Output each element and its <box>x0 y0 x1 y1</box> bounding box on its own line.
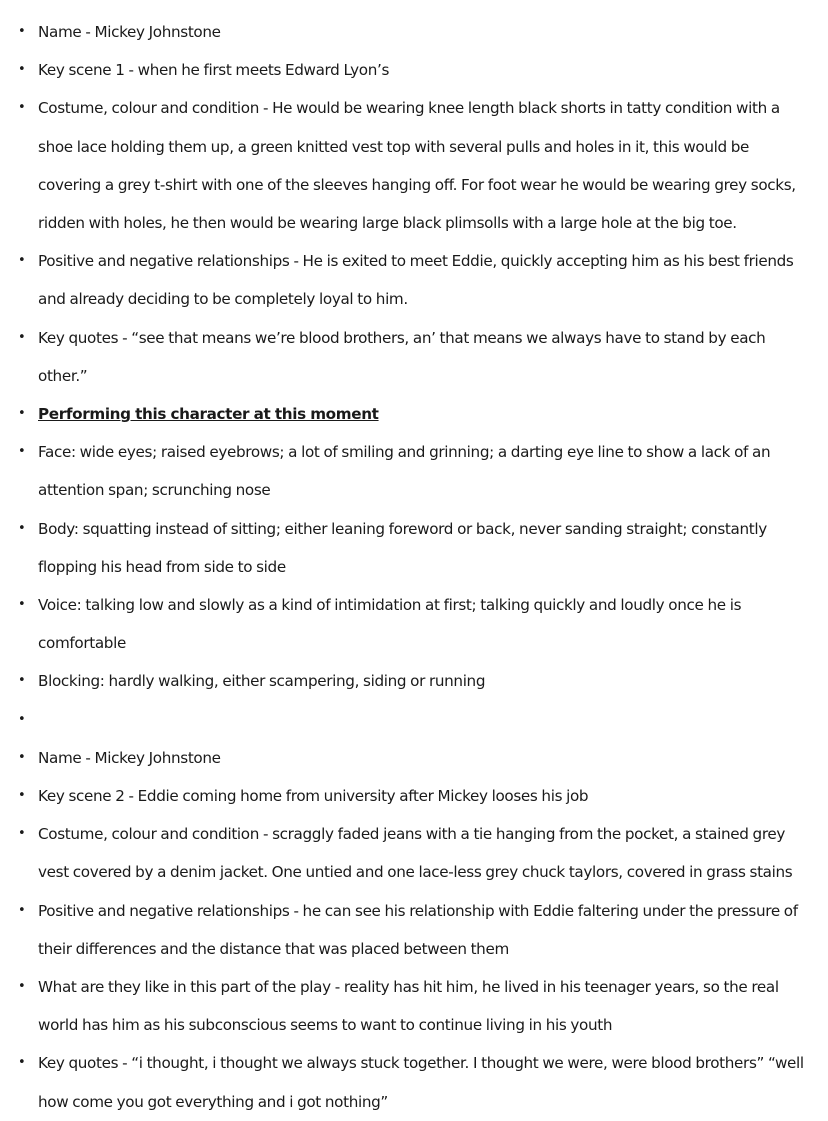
item-text: Costume, colour and condition - scraggly faded jeans with a tie hanging from the pocket, a stained grey vest covered by a denim jacket. One untied and one lace-less grey chuck taylors, covered in grass stains <box>38 825 793 882</box>
bullet-icon: • <box>18 788 26 804</box>
list-item <box>0 1044 828 1120</box>
item-text: Body: squatting instead of sitting; either leaning foreword or back, never sanding straight; constantly flopping his head from side to side <box>38 519 767 576</box>
list-item <box>0 433 828 509</box>
bullet-icon: • <box>18 329 26 345</box>
item-text: Costume, colour and condition - He would be wearing knee length black shorts in tatty condition with a shoe lace holding them up, a green knitted vest top with several pulls and holes in it, this would be covering a grey t-shirt with one of the sleeves hanging off. For foot wear he would be wearing grey socks, ridden with holes, he then would be wearing large black plimsolls with a large hole at the big toe. <box>38 99 796 233</box>
item-text: Voice: talking low and slowly as a kind of intimidation at first; talking quickly and loudly once he is comfortable <box>38 596 742 653</box>
item-text: What are they like in this part of the play - reality has hit him, he lived in his teenager years, so the real world has him as his subconscious seems to want to continue living in his youth <box>38 978 779 1035</box>
list-item <box>0 242 828 318</box>
list-item <box>0 892 828 968</box>
item-text: Positive and negative relationships - he can see his relationship with Eddie faltering under the pressure of their differences and the distance that was placed between them <box>38 901 798 958</box>
item-text: Name - Mickey Johnstone <box>38 748 221 767</box>
bullet-list <box>0 13 828 1121</box>
bullet-icon: • <box>18 749 26 765</box>
item-text: Face: wide eyes; raised eyebrows; a lot of smiling and grinning; a darting eye line to show a lack of an attention span; scrunching nose <box>38 443 771 500</box>
section-heading: Performing this character at this moment <box>38 405 379 424</box>
list-item <box>0 968 828 1044</box>
list-item <box>0 89 828 242</box>
item-text: Name - Mickey Johnstone <box>38 23 221 41</box>
bullet-icon: • <box>18 826 26 842</box>
bullet-icon: • <box>18 673 26 689</box>
bullet-icon: • <box>18 1055 26 1071</box>
list-item <box>0 701 828 739</box>
list-item <box>0 319 828 395</box>
notes-document <box>0 13 828 1121</box>
list-item <box>0 815 828 891</box>
item-text: Key scene 1 - when he first meets Edward Lyon’s <box>38 61 390 80</box>
list-item <box>0 777 828 815</box>
item-text: Key quotes - “see that means we’re blood brothers, an’ that means we always have to stand by each other.” <box>38 328 766 385</box>
bullet-icon: • <box>18 62 26 78</box>
list-item <box>0 13 828 51</box>
item-text: Key quotes - “i thought, i thought we always stuck together. I thought we were, were blood brothers” “well how come you got everything and i got nothing” <box>38 1054 804 1111</box>
item-text: Key scene 2 - Eddie coming home from university after Mickey looses his job <box>38 787 589 806</box>
bullet-icon: • <box>18 24 26 39</box>
bullet-icon: • <box>18 406 26 422</box>
bullet-icon: • <box>18 902 26 918</box>
list-item <box>0 510 828 586</box>
bullet-icon: • <box>18 711 26 727</box>
bullet-icon: • <box>18 100 26 116</box>
bullet-icon: • <box>18 253 26 269</box>
list-item <box>0 739 828 777</box>
bullet-icon: • <box>18 597 26 613</box>
bullet-icon: • <box>18 979 26 995</box>
item-text: Positive and negative relationships - He is exited to meet Eddie, quickly accepting him as his best friends and already deciding to be completely loyal to him. <box>38 252 794 309</box>
list-item <box>0 586 828 662</box>
item-text: Blocking: hardly walking, either scampering, siding or running <box>38 672 486 691</box>
list-item <box>0 662 828 700</box>
bullet-icon: • <box>18 444 26 460</box>
bullet-icon: • <box>18 520 26 536</box>
list-item <box>0 395 828 433</box>
list-item <box>0 51 828 89</box>
